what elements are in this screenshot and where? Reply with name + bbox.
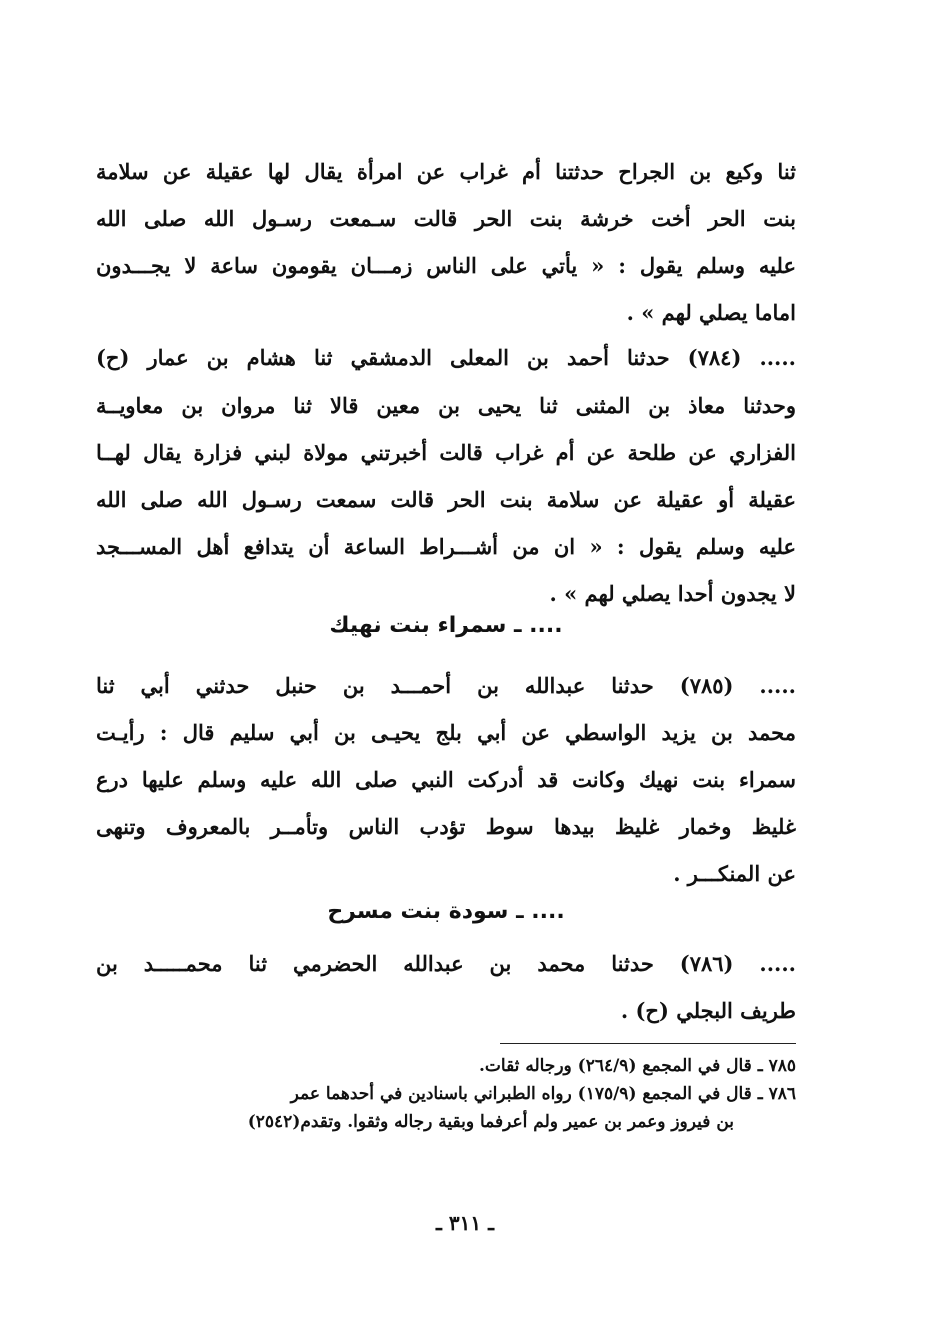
paragraph-hadith-784 [96,334,796,381]
text-line: عن المنكـــر . [673,861,796,886]
text-line: وحدثنا معاذ بن المثنى ثنا يحيى بن معين قالا ثنا مروان بن معاويــة [96,393,796,418]
text-line: ..... (٧٨٤) حدثنا أحمد بن المعلى الدمشقي ثنا هشام بن عمار (ح) [96,345,796,370]
paragraph-1 [96,148,796,336]
text-line: اماما يصلي لهم » . [626,300,796,325]
section-heading-samra-bint-nuhaik: .... ـ سمراء بنت نهيك [329,613,563,638]
text-line: ..... (٧٨٥) حدثنا عبدالله بن أحمـــد بن حنبل حدثني أبي ثنا [96,673,796,698]
footnotes [96,1052,796,1136]
paragraph-3 [96,382,796,617]
text-line: ثنا وكيع بن الجراح حدثتنا أم غراب عن امرأة يقال لها عقيلة عن سلامة [96,159,796,184]
text-line: عليه وسلم يقول : « يأتي على الناس زمـــان يقومون ساعة لا يجـــدون [96,253,796,278]
footnote-785: ٧٨٥ ـ قال في المجمع (٢٦٤/٩) ورجاله ثقات. [478,1056,796,1076]
page-number: ـ ٣١١ ـ [436,1211,494,1235]
text-line: ..... (٧٨٦) حدثنا محمد بن عبدالله الحضرمي ثنا محمـــــد بن [96,951,796,976]
text-line: عليه وسلم يقول : « ان من أشـــراط الساعة أن يتدافع أهل المســـجد [96,534,796,559]
text-line: بنت الحر أخت خرشة بنت الحر قالت سـمعت رسـول الله صلى الله [96,206,796,231]
text-line: غليظ وخمار غليظ بيدها سوط تؤدب الناس وتأمــر بالمعروف وتنهى [96,814,796,839]
paragraph-hadith-786 [96,940,796,1034]
section-heading-sawda-bint-musarrih: .... ـ سودة بنت مسرح [327,899,565,924]
footnote-786: ٧٨٦ ـ قال في المجمع (١٧٥/٩) رواه الطبراني باسنادين في أحدهما عمر [290,1084,796,1104]
text-line: لا يجدون أحدا يصلي لهم » . [549,581,796,606]
footnote-separator [500,1043,796,1044]
text-line: طريف البجلي (ح) . [620,998,796,1023]
footnote-786-continuation: بن فيروز وعمر بن عمير ولم أعرفما وبقية رجاله وثقوا. وتقدم(٢٥٤٢) [247,1112,734,1132]
paragraph-hadith-785 [96,662,796,897]
text-line: عقيلة أو عقيلة عن سلامة بنت الحر قالت سمعت رسـول الله صلى الله [96,487,796,512]
text-line: محمد بن يزيد الواسطي عن أبي بلج يحيـى بن أبي سليم قال : رأيـت [96,720,796,745]
text-line: الفزاري عن طلحة عن أم غراب قالت أخبرتني مولاة لبني فزارة يقال لهــا [96,440,796,465]
text-line: سمراء بنت نهيك وكانت قد أدركت النبي صلى الله عليه وسلم عليها درع [96,767,796,792]
